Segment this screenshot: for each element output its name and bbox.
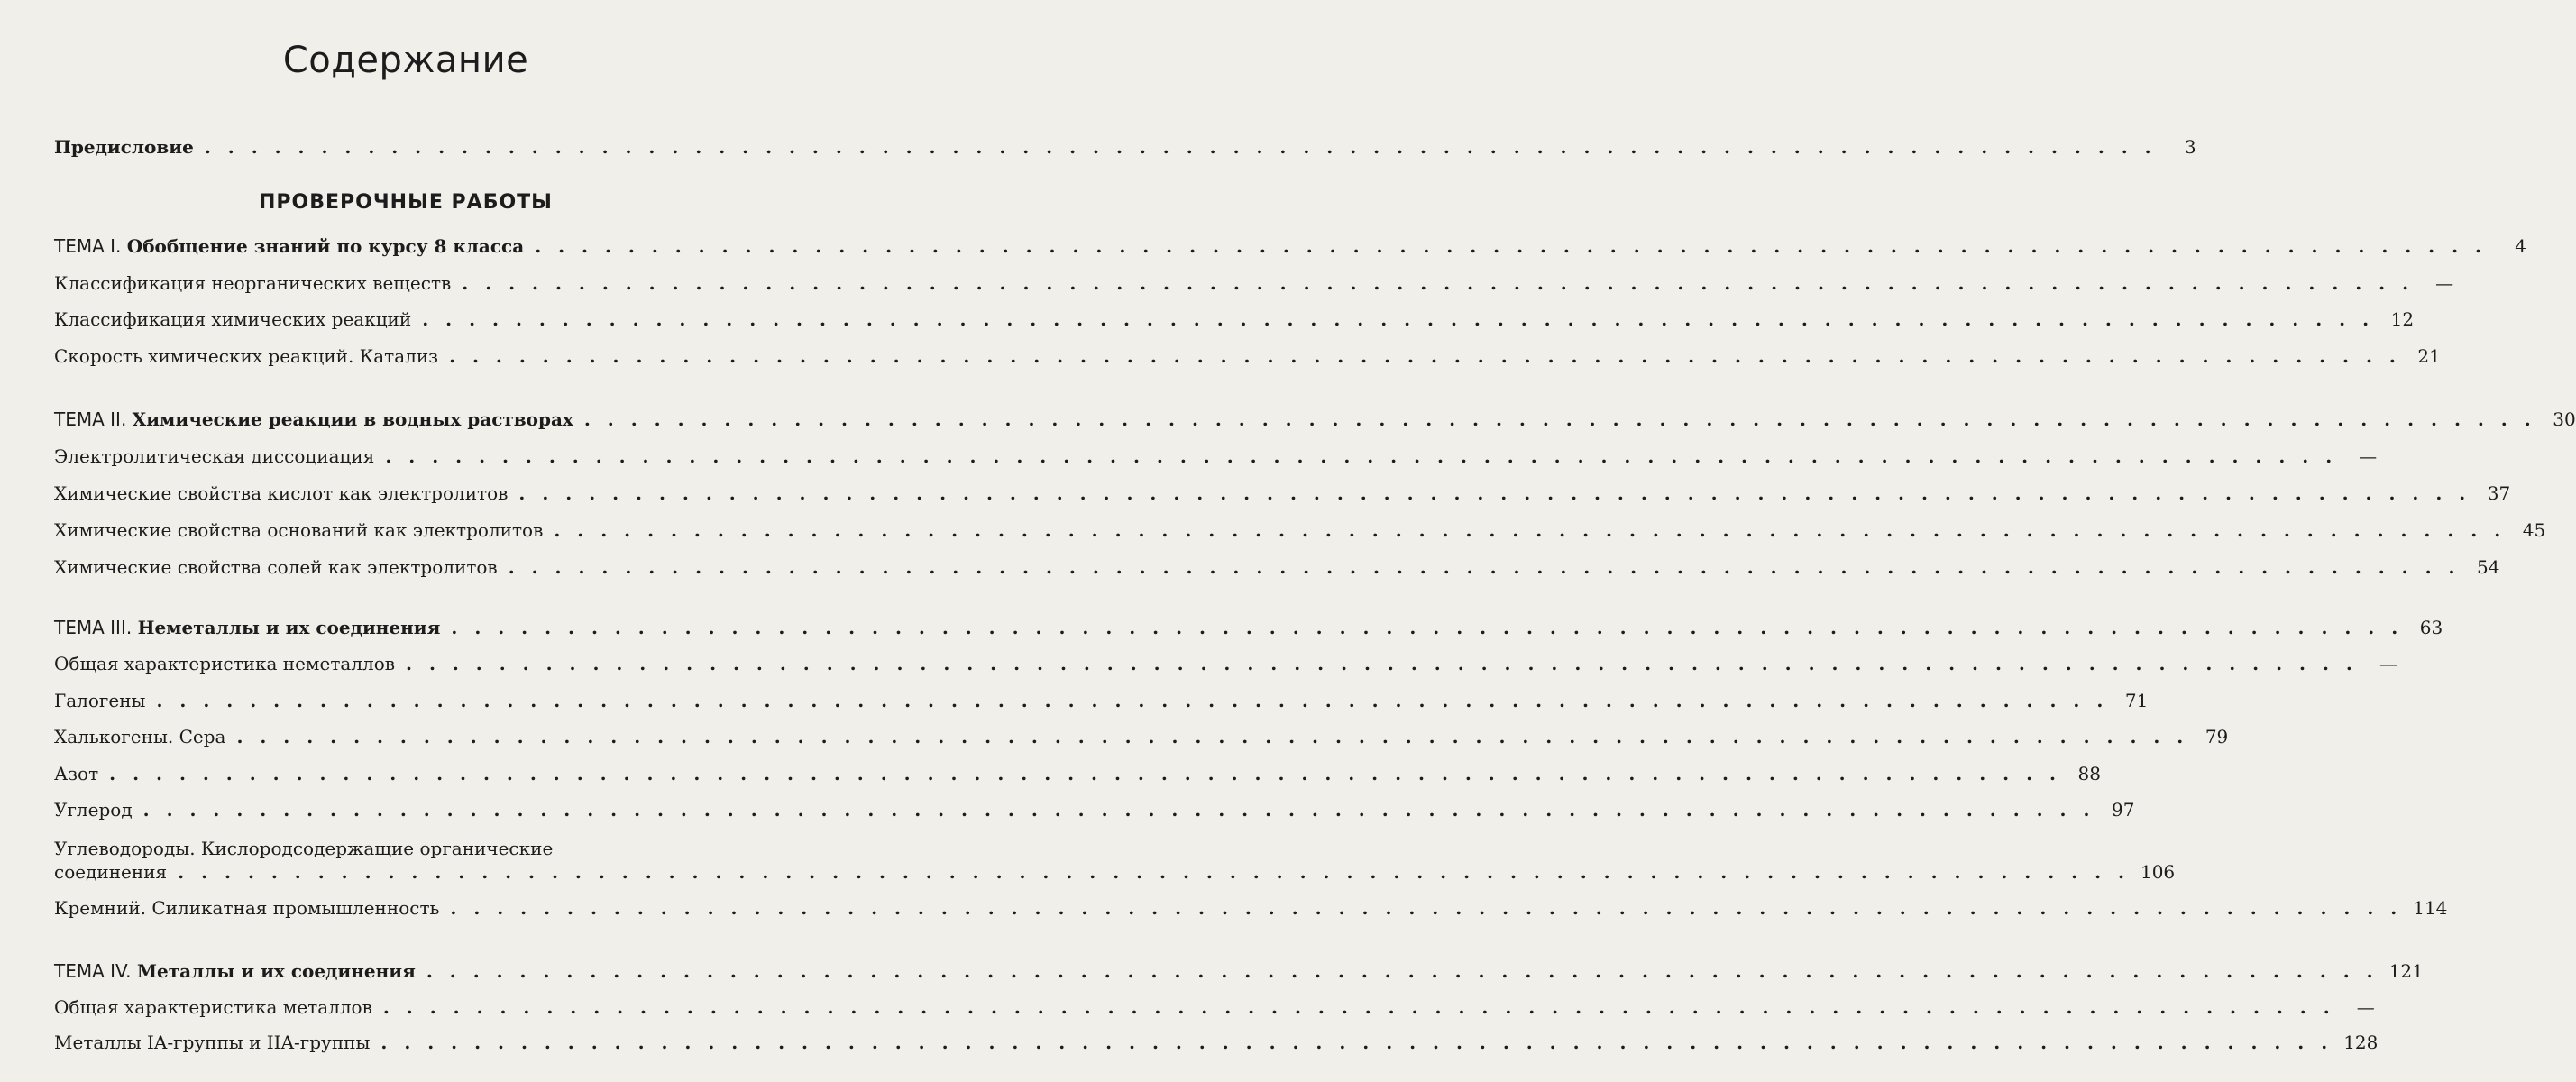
section-heading: ПРОВЕРОЧНЫЕ РАБОТЫ — [259, 191, 553, 214]
toc-page-number: 21 — [2417, 345, 2441, 367]
toc-page-number: 114 — [2413, 897, 2448, 919]
toc-entry-label: Азот — [54, 763, 99, 784]
toc-page-number: — — [2356, 996, 2375, 1018]
toc-page-number: 45 — [2522, 519, 2546, 541]
toc-page-number: 97 — [2112, 799, 2135, 821]
toc-page-number: 54 — [2477, 556, 2500, 578]
toc-entry[interactable] — [54, 794, 2135, 821]
toc-entry[interactable] — [54, 992, 2375, 1019]
dot-leader — [143, 798, 2095, 821]
toc-entry-preface[interactable] — [54, 132, 2196, 159]
toc-entry[interactable] — [54, 830, 2176, 884]
topic-name: Неметаллы и их соединения — [137, 617, 441, 638]
topic-prefix: ТЕМА II. — [54, 408, 127, 430]
dot-leader — [422, 307, 2374, 331]
toc-page-number: 3 — [2184, 136, 2196, 158]
dot-leader — [205, 135, 2157, 159]
dot-leader — [236, 725, 2188, 748]
toc-page-number: 4 — [2515, 235, 2526, 257]
toc-entry-label: Халькогены. Сера — [54, 726, 226, 747]
toc-entry-label-line1: Углеводороды. Кислородсодержащие органические — [54, 838, 554, 859]
toc-page-number: 88 — [2077, 763, 2101, 784]
topic-name: Металлы и их соединения — [136, 960, 416, 982]
toc-entry-label: Галогены — [54, 690, 146, 711]
toc-entry[interactable] — [54, 1027, 2379, 1054]
dot-leader — [449, 344, 2401, 368]
toc-entry[interactable] — [54, 441, 2378, 468]
toc-page-number: — — [2359, 445, 2378, 467]
page-title: Содержание — [282, 40, 529, 81]
dot-leader — [450, 896, 2402, 920]
toc-entry-label: Кремний. Силикатная промышленность — [54, 897, 440, 919]
toc-entry[interactable] — [54, 552, 2500, 579]
toc-page-number: — — [2379, 653, 2397, 674]
toc-page-number: 63 — [2419, 617, 2443, 638]
toc-entry[interactable] — [54, 893, 2448, 920]
toc-entry[interactable] — [54, 304, 2415, 331]
dot-leader — [462, 271, 2414, 295]
topic-name: Обобщение знаний по курсу 8 класса — [126, 235, 525, 257]
toc-page-number: 30 — [2553, 408, 2576, 430]
dot-leader — [451, 616, 2403, 639]
dot-leader — [426, 959, 2379, 983]
toc-page-number: 121 — [2388, 960, 2424, 982]
topic-prefix: ТЕМА IV. — [54, 960, 132, 982]
dot-leader — [385, 445, 2337, 468]
dot-leader — [156, 689, 2108, 712]
dot-leader — [109, 762, 2061, 785]
dot-leader — [535, 234, 2487, 258]
dot-leader — [178, 860, 2130, 884]
dot-leader — [554, 518, 2506, 542]
toc-entry-label: Общая характеристика металлов — [54, 996, 372, 1018]
toc-entry-label: Предисловие — [54, 136, 194, 158]
topic-prefix: ТЕМА I. — [54, 235, 122, 257]
toc-entry[interactable] — [54, 758, 2101, 785]
toc-page-number: 37 — [2487, 482, 2511, 504]
toc-entry[interactable] — [54, 341, 2441, 368]
toc-topic-2[interactable] — [54, 404, 2576, 431]
toc-entry-label: Скорость химических реакций. Катализ — [54, 345, 439, 367]
dot-leader — [406, 652, 2358, 675]
toc-topic-4[interactable] — [54, 956, 2424, 983]
toc-entry-label: Химические свойства солей как электролитов — [54, 556, 498, 578]
toc-entry-label: Металлы IA-группы и IIA-группы — [54, 1032, 371, 1053]
toc-entry[interactable] — [54, 268, 2454, 295]
toc-page-number: 106 — [2140, 861, 2176, 883]
toc-entry-label: Химические свойства оснований как электролитов — [54, 519, 544, 541]
dot-leader — [383, 995, 2335, 1019]
toc-entry-label: Электролитическая диссоциация — [54, 445, 375, 467]
toc-page-number: 128 — [2343, 1032, 2379, 1053]
toc-topic-1[interactable] — [54, 231, 2526, 258]
toc-entry[interactable] — [54, 515, 2546, 542]
dot-leader — [584, 408, 2536, 431]
dot-leader — [380, 1031, 2333, 1054]
toc-entry-label-line2: соединения — [54, 861, 168, 883]
toc-entry-label: Классификация химических реакций — [54, 308, 412, 330]
topic-name: Химические реакции в водных растворах — [132, 408, 573, 430]
toc-topic-3[interactable] — [54, 612, 2443, 639]
toc-page-number: 79 — [2205, 726, 2229, 747]
toc-page-number: — — [2435, 272, 2454, 294]
toc-entry[interactable] — [54, 721, 2229, 748]
toc-entry-label: Углерод — [54, 799, 133, 821]
dot-leader — [509, 555, 2461, 579]
toc-entry-label: Общая характеристика неметаллов — [54, 653, 396, 674]
toc-entry[interactable] — [54, 478, 2511, 505]
toc-entry-label: Классификация неорганических веществ — [54, 272, 452, 294]
toc-page-number: 71 — [2124, 690, 2149, 711]
toc-page-number: 12 — [2390, 308, 2415, 330]
toc-entry[interactable] — [54, 648, 2397, 675]
toc-entry-label: Химические свойства кислот как электролитов — [54, 482, 509, 504]
dot-leader — [518, 481, 2471, 505]
toc-entry[interactable] — [54, 685, 2149, 712]
topic-prefix: ТЕМА III. — [54, 617, 133, 638]
